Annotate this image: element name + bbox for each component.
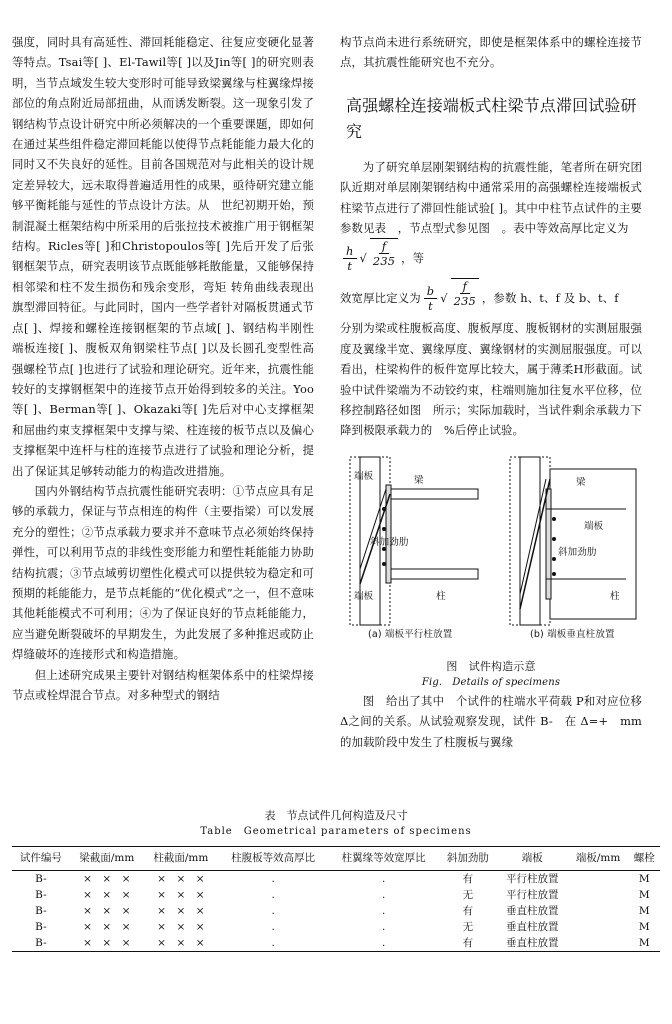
label-endplate: 端板 [354,470,374,482]
table-cell: × × × [83,905,131,917]
label-stiffener: 斜加劲肋 [558,546,597,558]
eq-tail: ，等 [401,251,425,266]
table-cell: × × × [83,873,131,885]
table-row [12,935,660,952]
table-cell [568,871,629,888]
label-beam: 梁 [576,476,586,488]
table-cell: . [382,889,386,901]
equation-2 [340,278,642,318]
table-cell: × × × [83,921,131,933]
table-cell: M [638,937,650,949]
table-row [12,871,660,888]
paragraph: 但上述研究成果主要针对钢结构框架体系中的柱梁焊接节点或栓焊混合节点。对多种型式的钢结 [12,667,314,702]
specimen-drawing [340,449,642,639]
sqrt: √ $\frac{f}{235}$ [360,248,402,268]
label-endplate2: 端板 [354,590,374,602]
label-beam: 梁 [414,474,424,486]
table-cell: . [271,921,275,933]
table-cell: 无 [462,921,474,933]
table-cell: . [271,937,275,949]
caption-b: (b) 端板垂直柱放置 [530,628,615,639]
label-endplate: 端板 [584,520,604,532]
table-header: 柱截面/mm [153,852,209,864]
equation-1 [340,238,642,278]
figure-caption-en: Fig. Details of specimens [421,676,561,688]
table-header: 柱腹板等效高厚比 [231,852,316,864]
table-cell: 垂直柱放置 [505,937,559,949]
specimen-figure [340,449,642,659]
eq-tail: ，参数 h、t、f 及 b、t、f [481,291,619,306]
table-cell: 平行柱放置 [505,889,559,901]
table-cell [568,903,629,919]
fraction: $\frac{h}{t}$ [343,244,357,273]
table-cell: × × × [83,937,131,949]
caption-a: (a) 端板平行柱放置 [368,628,453,639]
left-column [12,32,314,705]
table-cell: . [382,905,386,917]
right-column [340,32,642,752]
table-cell: 有 [462,937,474,949]
table-cell [568,887,629,903]
table-cell: 有 [462,873,474,885]
section-title: 高强螺栓连接端板式柱梁节点滞回试验研究 [346,95,637,141]
paragraph: 为了研究单层刚架钢结构的抗震性能，笔者所在研究团队近期对单层刚架钢结构中通常采用的高强螺栓连接端板式柱梁节点进行了滞回性能试验[ ]。其中中柱节点试件的主要参数见表 ，节点型式参见图 。表中等效高厚比定义为 [340,159,642,236]
table-row [12,887,660,903]
table-cell: B- [35,889,47,901]
table-cell: . [382,873,386,885]
table-header: 螺栓 [633,852,655,864]
table-row [12,919,660,935]
table-header: 试件编号 [19,852,62,864]
label-column: 柱 [436,590,446,602]
table-cell: M [638,905,650,917]
fraction: $\frac{b}{t}$ [424,284,437,313]
panel-a [350,457,478,625]
specimen-table [12,808,660,952]
table-cell: 垂直柱放置 [505,921,559,933]
table-cell: . [271,889,275,901]
table-cell: × × × [157,937,205,949]
table-cell: 有 [462,905,474,917]
sqrt: √ $\frac{f}{235}$ [440,288,482,308]
table-header: 柱翼缘等效宽厚比 [341,852,426,864]
table-cell: . [382,937,386,949]
table-cell: M [638,921,650,933]
table-cell: × × × [157,905,205,917]
table-cell: M [638,889,650,901]
table-header-row [12,847,660,871]
table-cell: M [638,873,650,885]
table-header: 斜加劲肋 [446,852,489,864]
table-cell: . [382,921,386,933]
table-cell: . [271,905,275,917]
paragraph: 图 给出了其中 个试件的柱端水平荷载 P和对应位移 Δ之间的关系。从试验观察发现，试件 B- 在 Δ=+ mm的加载阶段中发生了柱腹板与翼缘 [340,693,642,749]
paragraph: 强度，同时具有高延性、滞回耗能稳定、往复应变硬化显著等特点。Tsai等[ ]、El-Tawil等[ ]以及Jin等[ ]的研究则表明，当节点域发生较大变形时可能导致梁翼缘与柱翼缘焊接部位的角点附近局部扭曲，从而诱发断裂。这一现象引发了钢结构节点设计研究中所必须解决的一个重要课题，即如何在通过某些组件稳定滞回耗能以使得节点耗能能力最大化的同时又不失良好的延性。目前各国规范对与此相关的设计规定差异较大，远未取得普遍适用性的成果，亟待研究建立能够平衡耗能与延性的节点设计方法。从 世纪初期开始，预制混凝土框架结构中所采用的后张拉技术被推广用于钢框架结构。Ricles等[ ]和Christopoulos等[ ]先后开发了后张钢框架节点，研究表明该节点既能够耗散能量，又能够保持相邻梁和柱不发生损伤和残余变形，弯矩 转角曲线表现出旗型滞回特征。与此同时，国内一些学者针对隔板贯通式节点[ ]、焊接和螺栓连接钢框架的节点域[ ]、钢结构半刚性端板连接[ ]、腹板双角钢梁柱节点[ ]以及长圆孔变型性高强螺栓节点[ ]也进行了试验和理论研究。近年来，抗震性能较好的支撑钢框架中的连接节点开始得到较多的关注。Yoo等[ ]、Berman等[ ]、Okazaki等[ ]先后对中心支撑框架和屈曲约束支撑框架中支撑与梁、柱连接的板节点以及偏心支撑框架中连杆与柱的连接节点进行了试验和理论分析，提出了保证其足够转动能力的构造改进措施。 [12,35,314,478]
figure-caption: 图 试件构造示意 [446,659,536,673]
table-cell: B- [35,873,47,885]
table-cell: × × × [157,889,205,901]
table-cell [568,919,629,935]
table-cell: . [271,873,275,885]
table-cell: B- [35,921,47,933]
eq-head: 效宽厚比定义为 [340,291,421,306]
table-cell: B- [35,905,47,917]
table-cell: 平行柱放置 [505,873,559,885]
table-cell: 无 [462,889,474,901]
label-stiffener: 斜加劲肋 [370,536,409,548]
table-cell: B- [35,937,47,949]
table-cell [568,935,629,952]
table [12,846,660,952]
table-header: 端板/mm [575,852,621,864]
paragraph: 分别为梁或柱腹板高度、腹板厚度、腹板钢材的实测屈服强度及翼缘半宽、翼缘厚度、翼缘钢材的实测屈服强度。可以看出，柱梁构件的板件宽厚比较大，属于薄柔H形截面。试验中试件梁端为不动铰约束，柱端则施加往复水平位移，位移控制路径如图 所示；实际加载时，当试件剩余承载力下降到极限承载力的 %后停止试验。 [340,321,642,438]
paragraph: 国内外钢结构节点抗震性能研究表明：①节点应具有足够的承载力，保证与节点相连的构件（主要指梁）可以发展充分的塑性；②节点承载力要求并不意味节点必须始终保持弹性，可以利用节点的非线性变形能力和塑性耗能能力协助结构抗震；③节点域剪切塑性化模式可以提供较为稳定和可预期的耗能能力，是节点耗能的“优化模式”之一，但不意味其他耗能模式不可利用；④为了保证良好的节点耗能能力，应当避免断裂破坏的早期发生，为此发展了多种推迟或防止焊缝破坏的连接形式和构造措施。 [12,483,314,662]
table-header: 梁截面/mm [79,852,135,864]
table-cell: × × × [83,889,131,901]
table-cell: × × × [157,921,205,933]
table-caption-en: Table Geometrical parameters of specimens [200,826,472,837]
table-cell: × × × [157,873,205,885]
label-column: 柱 [610,590,620,602]
table-header: 端板 [521,852,543,864]
panel-b [510,457,636,625]
table-caption: 表 节点试件几何构造及尺寸 [264,809,408,822]
table-cell: 垂直柱放置 [505,905,559,917]
paragraph: 构节点尚未进行系统研究，即使是框架体系中的螺栓连接节点，其抗震性能研究也不充分。 [340,35,642,70]
table-row [12,903,660,919]
